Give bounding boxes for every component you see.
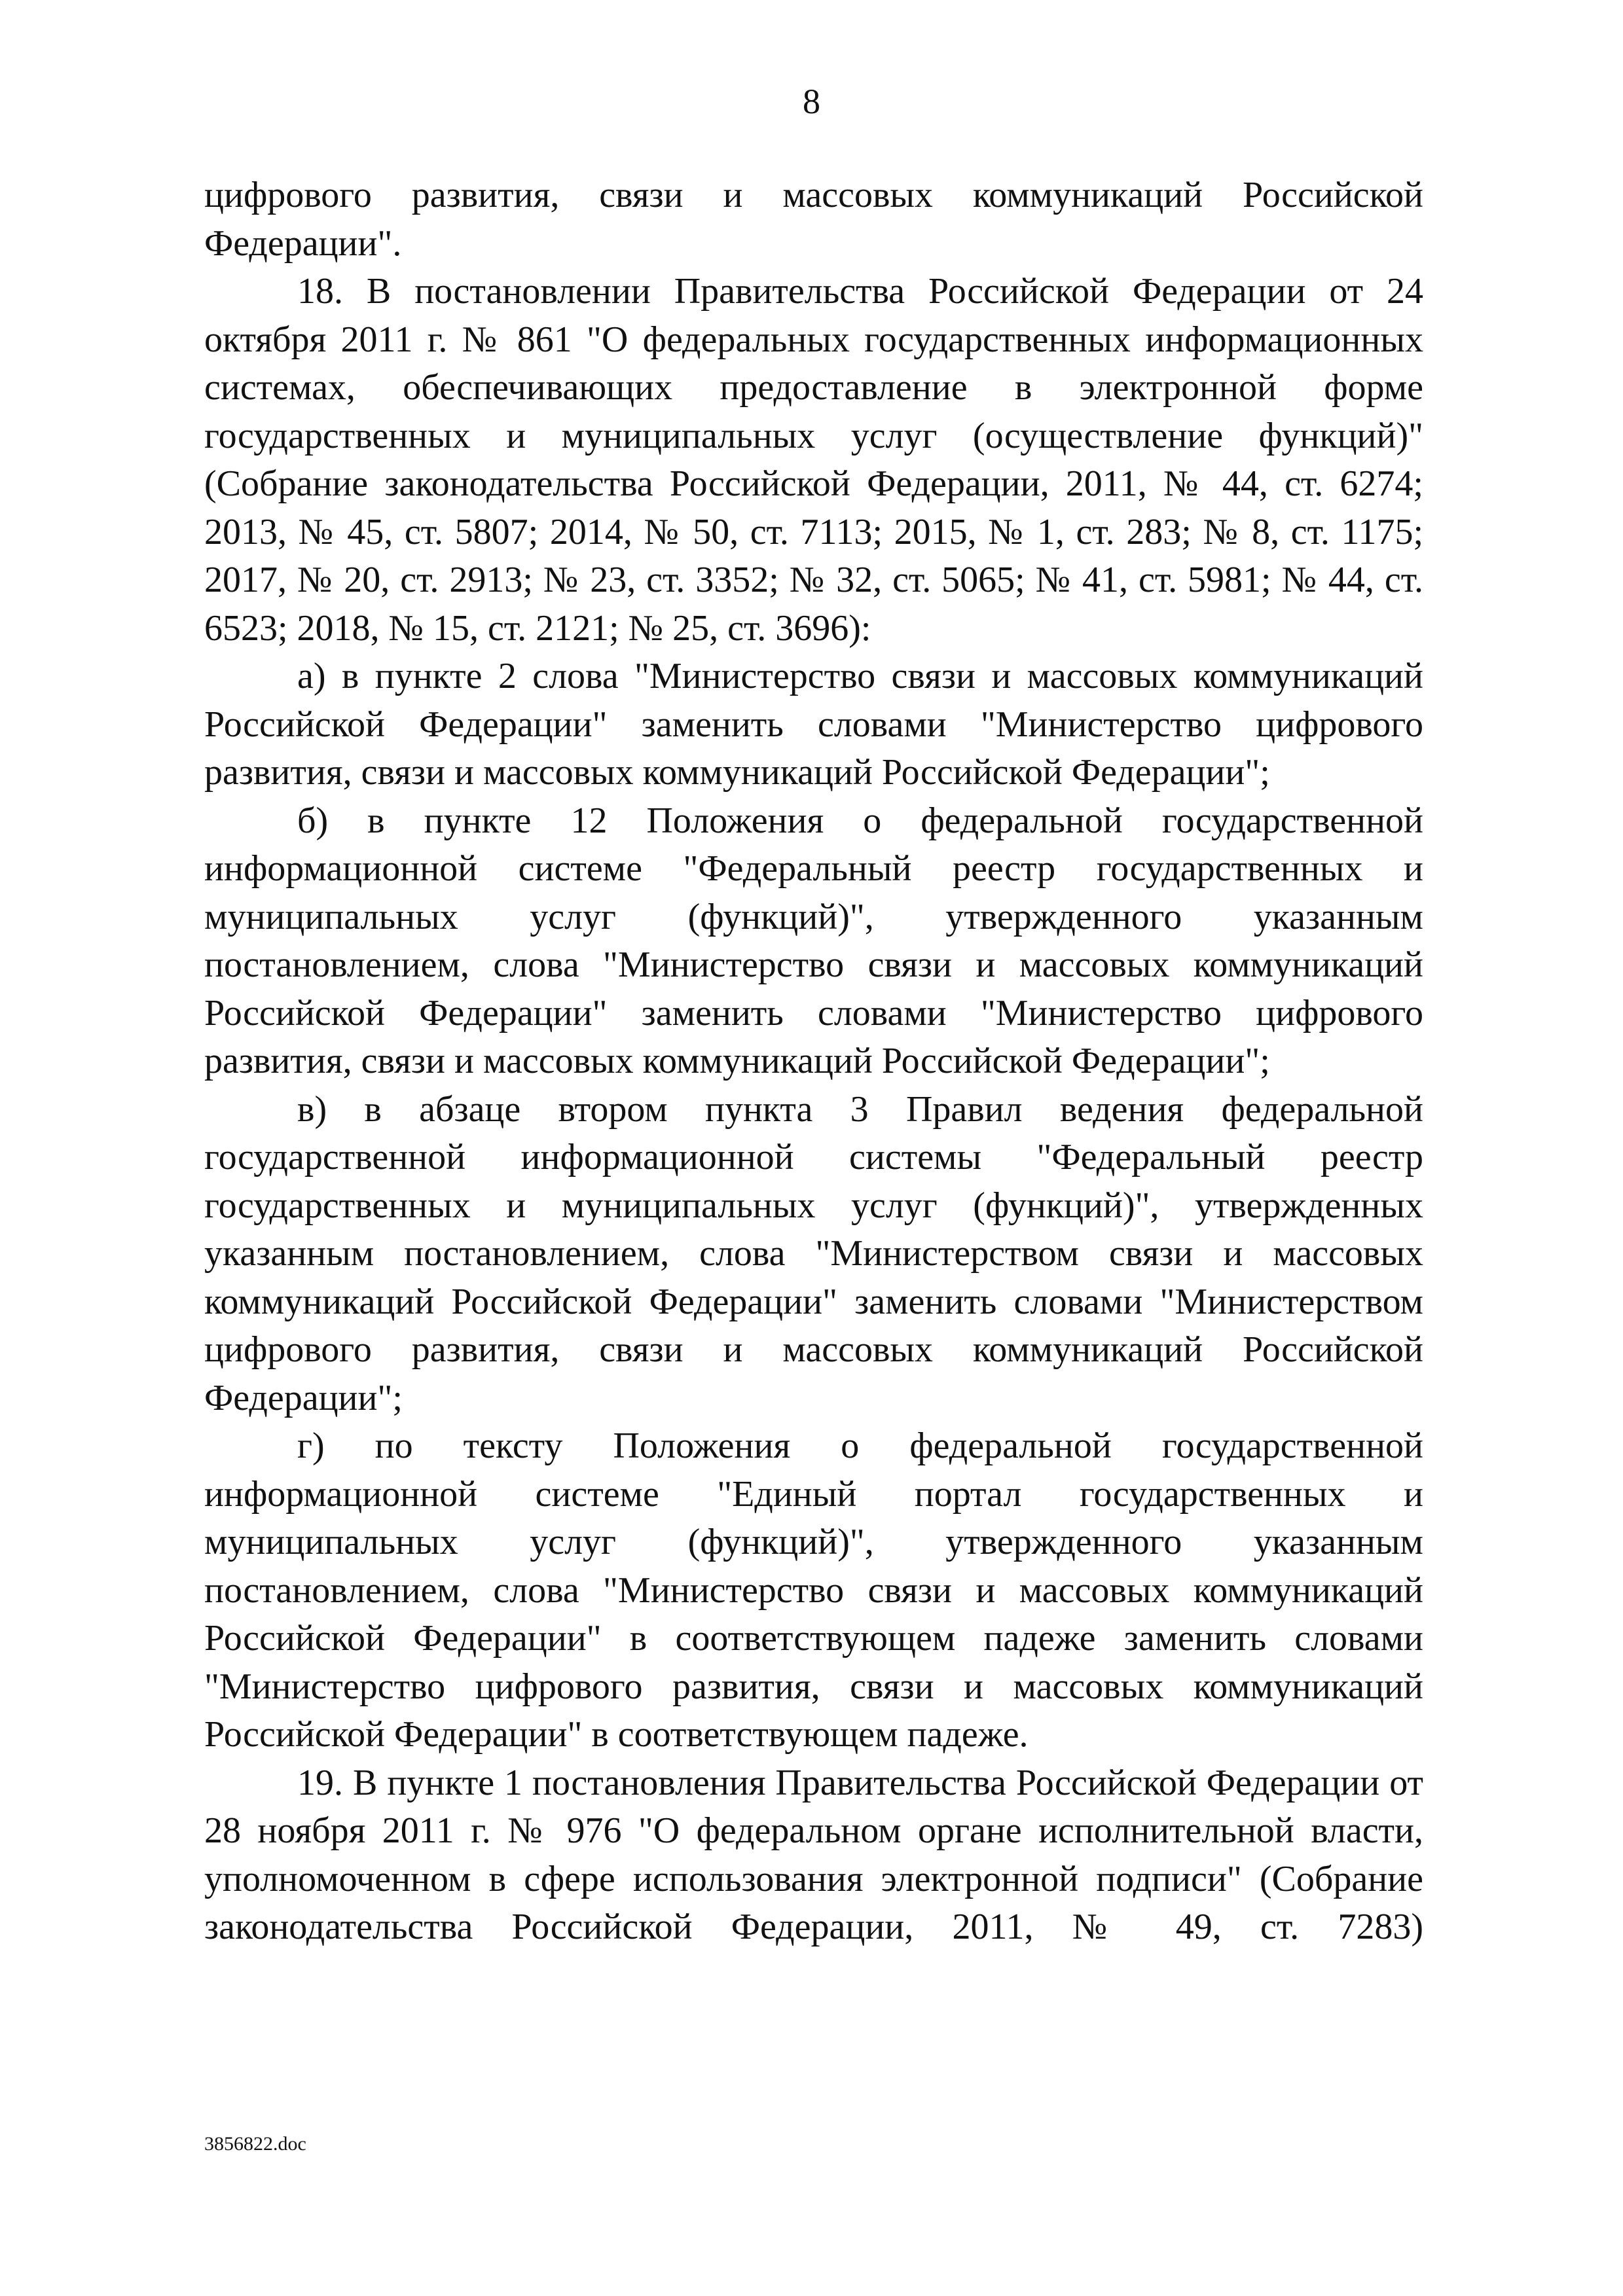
document-file-code: 3856822.doc xyxy=(204,2133,306,2155)
paragraph-continuation: цифрового развития, связи и массовых коммуникаций Российской Федерации". xyxy=(204,175,1423,264)
paragraph-item-18-a: а) в пункте 2 слова "Министерство связи и массовых коммуникаций Российской Федерации" заменить словами "Министерство цифрового развития, связи и массовых коммуникаций Российской Федерации"; xyxy=(204,656,1423,793)
page-number: 8 xyxy=(803,82,820,121)
paragraph-item-18: 18. В постановлении Правительства Российской Федерации от 24 октября 2011 г. № 861 "О федеральных государственных информационных системах, обеспечивающих предоставление в электронной форме государственных и муниципальных услуг (осуществление функций)" (Собрание законодательства Российской Федерации, 2011, № 44, ст. 6274; 2013, № 45, ст. 5807; 2014, № 50, ст. 7113; 2015, № 1, ст. 283; № 8, ст. 1175; 2017, № 20, ст. 2913; № 23, ст. 3352; № 32, ст. 5065; № 41, ст. 5981; № 44, ст. 6523; 2018, № 15, ст. 2121; № 25, ст. 3696): xyxy=(204,271,1423,649)
paragraph-item-19: 19. В пункте 1 постановления Правительства Российской Федерации от 28 ноября 2011 г. № 976 "О федеральном органе исполнительной власти, уполномоченном в сфере использования электронной подписи" (Собрание законодательства Российской Федерации, 2011, № 49, ст. 7283) xyxy=(204,1762,1423,1947)
paragraph-item-18-v: в) в абзаце втором пункта 3 Правил ведения федеральной государственной информационной системы "Федеральный реестр государственных и муниципальных услуг (функций)", утвержденных указанным постановлением, слова "Министерством связи и массовых коммуникаций Российской Федерации" заменить словами "Министерством цифрового развития, связи и массовых коммуникаций Российской Федерации"; xyxy=(204,1088,1423,1418)
document-body xyxy=(204,171,1423,1952)
paragraph-item-18-b: б) в пункте 12 Положения о федеральной государственной информационной системе "Федеральный реестр государственных и муниципальных услуг (функций)", утвержденного указанным постановлением, слова "Министерство связи и массовых коммуникаций Российской Федерации" заменить словами "Министерство цифрового развития, связи и массовых коммуникаций Российской Федерации"; xyxy=(204,800,1423,1081)
paragraph-item-18-g: г) по тексту Положения о федеральной государственной информационной системе "Единый портал государственных и муниципальных услуг (функций)", утвержденного указанным постановлением, слова "Министерство связи и массовых коммуникаций Российской Федерации" в соответствующем падеже заменить словами "Министерство цифрового развития, связи и массовых коммуникаций Российской Федерации" в соответствующем падеже. xyxy=(204,1426,1423,1755)
